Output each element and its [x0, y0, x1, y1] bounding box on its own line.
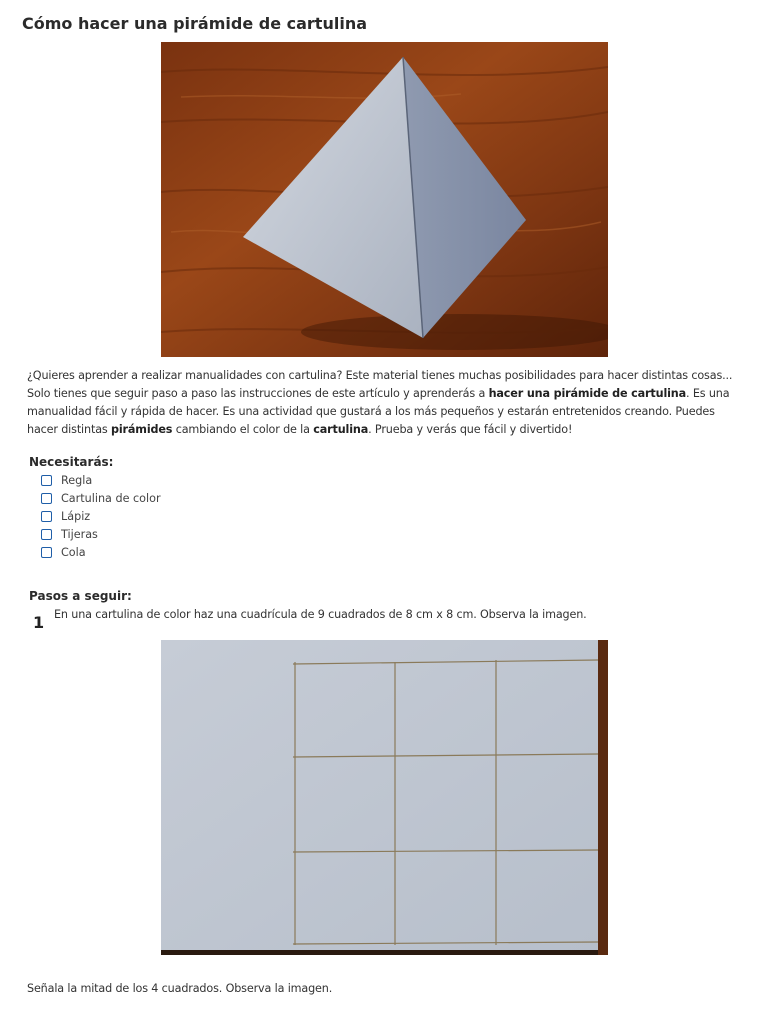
step-text-2: Señala la mitad de los 4 cuadrados. Observa la imagen. — [27, 982, 333, 995]
intro-bold-1: hacer una pirámide de cartulina — [488, 387, 687, 400]
checkbox-icon[interactable] — [41, 511, 52, 522]
checkbox-icon[interactable] — [41, 529, 52, 540]
list-item[interactable]: Cartulina de color — [41, 490, 161, 508]
step-number: 1 — [33, 613, 45, 632]
intro-bold-3: cartulina — [313, 423, 369, 436]
list-item[interactable]: Regla — [41, 472, 161, 490]
checkbox-icon[interactable] — [41, 475, 52, 486]
cardstock-sheet — [161, 640, 598, 950]
pyramid-photo — [161, 42, 608, 357]
materials-checklist — [41, 472, 161, 561]
steps-title: Pasos a seguir: — [29, 589, 132, 603]
list-item[interactable]: Cola — [41, 543, 161, 561]
page-title: Cómo hacer una pirámide de cartulina — [22, 14, 367, 33]
step-text: En una cartulina de color haz una cuadrícula de 9 cuadrados de 8 cm x 8 cm. Observa la imagen. — [54, 608, 587, 621]
grid-photo — [161, 640, 608, 955]
checkbox-icon[interactable] — [41, 493, 52, 504]
checkbox-icon[interactable] — [41, 547, 52, 558]
intro-bold-2: pirámides — [111, 423, 173, 436]
list-item[interactable]: Tijeras — [41, 525, 161, 543]
intro-paragraph: ¿Quieres aprender a realizar manualidades con cartulina? Este material tienes muchas posibilidades para hacer distintas cosas... Solo tienes que seguir paso a paso las instrucciones de este artículo y aprenderás a hacer una pirámide de cartulina. Es una manualidad fácil y rápida de hacer. Es una actividad que gustará a los más pequeños y estarán entretenidos creando. Puedes hacer distintas pirámides cambiando el color de la cartulina. Prueba y verás que fácil y divertido! — [27, 369, 733, 436]
needs-title: Necesitarás: — [29, 455, 114, 469]
list-item[interactable]: Lápiz — [41, 508, 161, 526]
